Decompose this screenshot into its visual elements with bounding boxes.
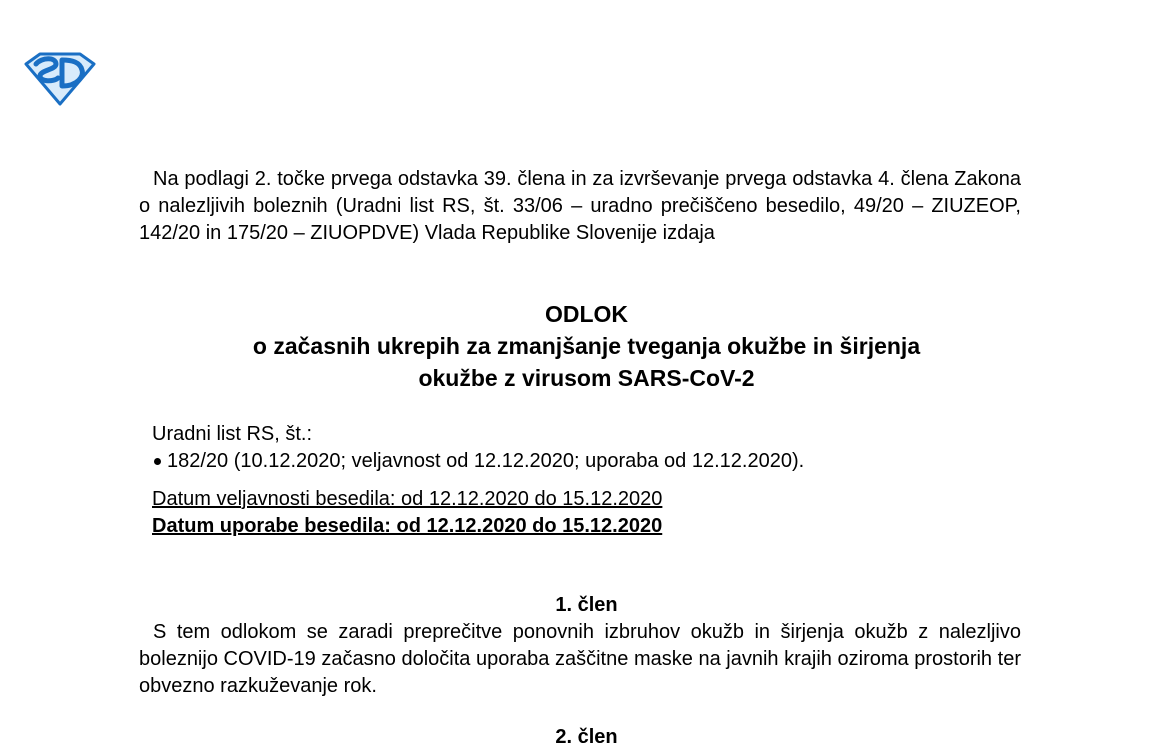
gazette-entry [152, 448, 804, 475]
article-2-heading: 2. člen [555, 726, 618, 748]
preamble-block [139, 166, 1021, 247]
preamble-text: Na podlagi 2. točke prvega odstavka 39. člena in za izvrševanje prvega odstavka 4. člena Zakona o nalezljivih boleznih (Uradni list RS, št. 33/06 – uradno prečiščeno besedilo, 49/20 – ZIUZEOP, 142/20 in 175/20 – ZIUOPDVE) Vlada Republike Slovenije izdaja [139, 168, 1021, 244]
article-1-text: S tem odlokom se zaradi preprečitve ponovnih izbruhov okužb in širjenja okužb z nalezljivo boleznijo COVID-19 začasno določita uporaba zaščitne maske na javnih krajih oziroma prostorih ter obvezno razkuževanje rok. [139, 621, 1021, 697]
article-1-heading: 1. člen [555, 594, 618, 616]
gazette-reference [152, 421, 804, 475]
article-1-body [139, 619, 1021, 700]
gazette-entry-text: 182/20 (10.12.2020; veljavnost od 12.12.2020; uporaba od 12.12.2020). [167, 450, 805, 472]
title-line-3: okužbe z virusom SARS-CoV-2 [418, 365, 755, 391]
document-title [139, 298, 1034, 394]
validity-date: Datum veljavnosti besedila: od 12.12.2020 do 15.12.2020 [152, 488, 663, 510]
title-line-2: o začasnih ukrepih za zmanjšanje tveganja okužbe in širjenja [252, 333, 921, 359]
gazette-label: Uradni list RS, št.: [152, 423, 313, 445]
text-dates [152, 486, 662, 540]
bullet-icon [154, 458, 161, 465]
application-date: Datum uporabe besedila: od 12.12.2020 do 15.12.2020 [152, 515, 663, 537]
title-line-1: ODLOK [544, 301, 629, 327]
gazette-logo-icon [22, 50, 96, 106]
